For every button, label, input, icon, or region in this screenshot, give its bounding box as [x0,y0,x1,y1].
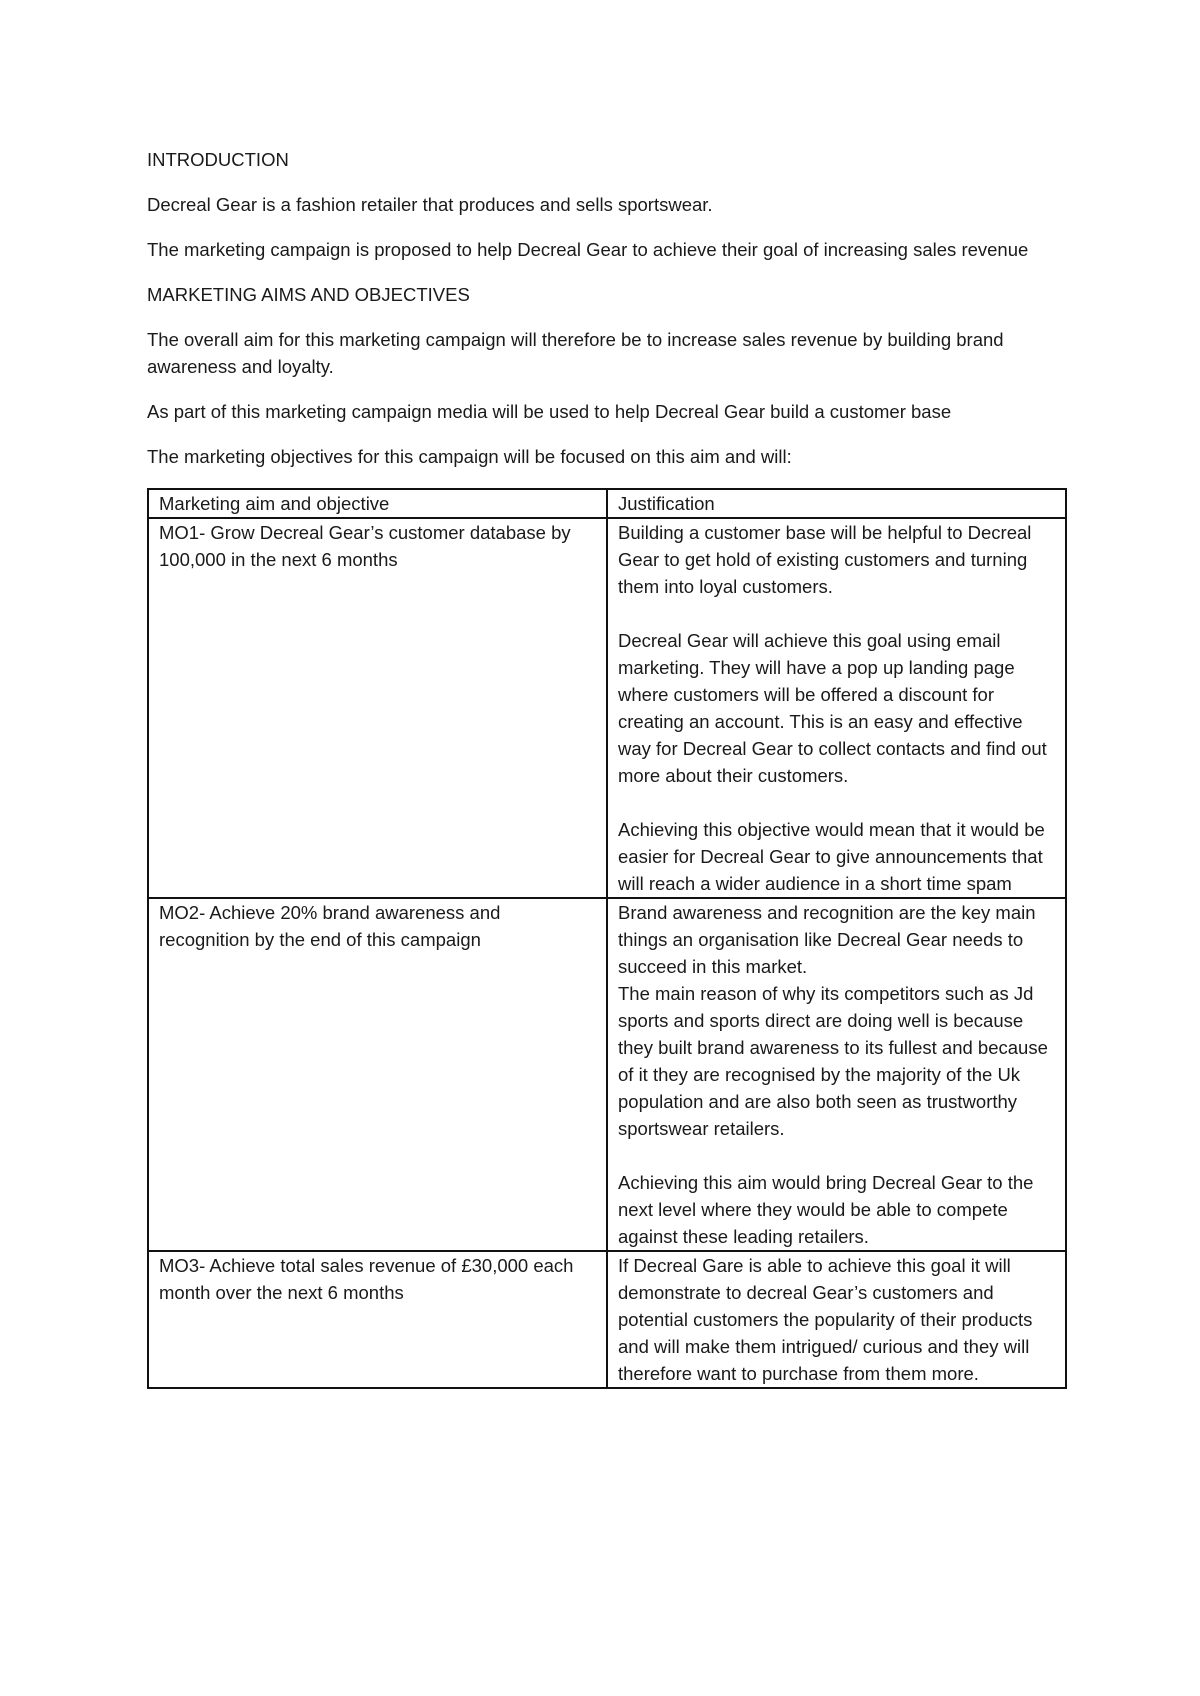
justification-cell [607,898,1066,1251]
table-row [148,1251,1066,1388]
intro-heading: INTRODUCTION [147,149,289,170]
justification-paragraph: Brand awareness and recognition are the key main things an organisation like Decreal Gear needs to succeed in this market. [618,902,1036,977]
intro-paragraph: The marketing campaign is proposed to help Decreal Gear to achieve their goal of increasing sales revenue [147,239,1029,260]
table-row [148,898,1066,1251]
justification-paragraph: If Decreal Gare is able to achieve this goal it will demonstrate to decreal Gear’s customers and potential customers the popularity of their products and will make them intrigued/ curious and they will therefore want to purchase from them more. [618,1255,1033,1384]
document-body [147,146,1067,1389]
justification-paragraph: The main reason of why its competitors such as Jd sports and sports direct are doing well is because they built brand awareness to its fullest and because of it they are recognised by the majority of the Uk population and are also both seen as trustworthy sportswear retailers. [618,983,1048,1139]
aims-paragraph: The marketing objectives for this campaign will be focused on this aim and will: [147,446,792,467]
objective-cell: MO2- Achieve 20% brand awareness and recognition by the end of this campaign [148,898,607,1251]
table-row [148,518,1066,898]
table-header-row [148,489,1066,518]
aims-paragraph: As part of this marketing campaign media will be used to help Decreal Gear build a customer base [147,401,952,422]
justification-paragraph: Achieving this aim would bring Decreal Gear to the next level where they would be able to compete against these leading retailers. [618,1172,1034,1247]
table-header-objective: Marketing aim and objective [148,489,607,518]
objective-cell: MO1- Grow Decreal Gear’s customer database by 100,000 in the next 6 months [148,518,607,898]
objectives-table [147,488,1067,1389]
intro-paragraph: Decreal Gear is a fashion retailer that produces and sells sportswear. [147,194,713,215]
justification-cell [607,518,1066,898]
objective-cell: MO3- Achieve total sales revenue of £30,000 each month over the next 6 months [148,1251,607,1388]
justification-paragraph: Building a customer base will be helpful to Decreal Gear to get hold of existing customers and turning them into loyal customers. [618,522,1032,597]
justification-paragraph: Achieving this objective would mean that it would be easier for Decreal Gear to give announcements that will reach a wider audience in a short time spam [618,819,1045,894]
table-header-justification: Justification [607,489,1066,518]
aims-paragraph: The overall aim for this marketing campaign will therefore be to increase sales revenue by building brand awareness and loyalty. [147,329,1004,377]
aims-heading: MARKETING AIMS AND OBJECTIVES [147,284,470,305]
justification-paragraph: Decreal Gear will achieve this goal using email marketing. They will have a pop up landing page where customers will be offered a discount for creating an account. This is an easy and effective way for Decreal Gear to collect contacts and find out more about their customers. [618,630,1047,786]
justification-cell [607,1251,1066,1388]
